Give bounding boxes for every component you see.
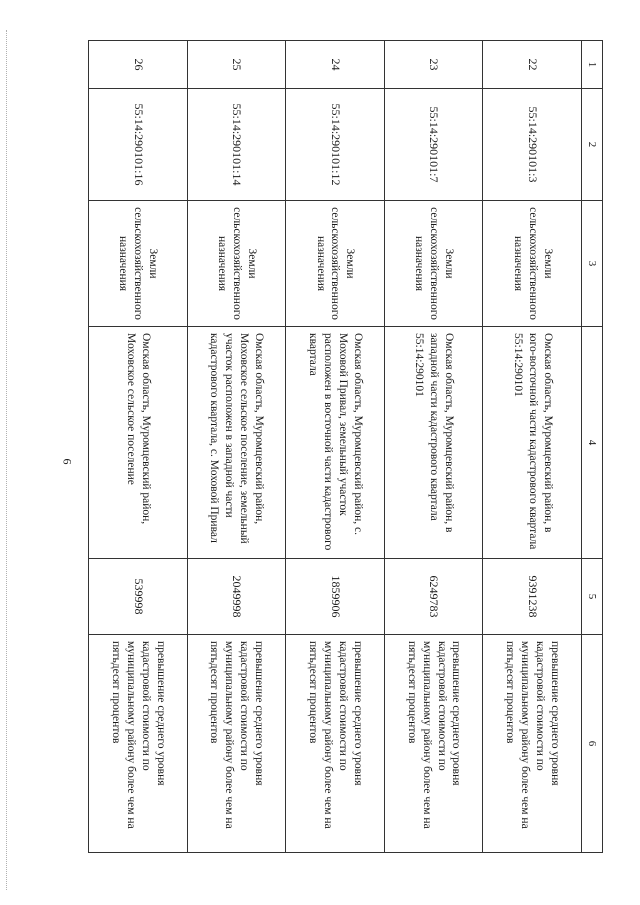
cadastral-table	[88, 40, 603, 853]
land-category: Земли сельскохозяйственного назначения	[187, 201, 286, 327]
reason: превышение среднего уровня кадастровой стоимости по муниципальному району более чем на пятьдесят процентов	[89, 635, 188, 853]
cadastral-number: 55:14:290101:7	[384, 89, 483, 201]
header-col-4: 4	[582, 327, 603, 559]
header-row	[582, 41, 603, 853]
location: Омская область, Муромцевский район, с. Моховой Привал, земельный участок расположен в восточной части кадастрового квартала	[286, 327, 385, 559]
header-col-5: 5	[582, 559, 603, 635]
cadastral-number: 55:14:290101:3	[483, 89, 582, 201]
land-category: Земли сельскохозяйственного назначения	[286, 201, 385, 327]
header-col-3: 3	[582, 201, 603, 327]
cadastral-number: 55:14:290101:12	[286, 89, 385, 201]
cadastral-number: 55:14:290101:16	[89, 89, 188, 201]
cadastral-value: 1859906	[286, 559, 385, 635]
header-col-2: 2	[582, 89, 603, 201]
land-category: Земли сельскохозяйственного назначения	[384, 201, 483, 327]
rotated-page	[88, 40, 603, 852]
land-category: Земли сельскохозяйственного назначения	[89, 201, 188, 327]
table-row	[286, 41, 385, 853]
reason: превышение среднего уровня кадастровой стоимости по муниципальному району более чем на пятьдесят процентов	[286, 635, 385, 853]
table-row	[187, 41, 286, 853]
table-row	[89, 41, 188, 853]
row-number: 25	[187, 41, 286, 89]
header-col-1: 1	[582, 41, 603, 89]
cadastral-value: 2049998	[187, 559, 286, 635]
row-number: 22	[483, 41, 582, 89]
header-col-6: 6	[582, 635, 603, 853]
cadastral-number: 55:14:290101:14	[187, 89, 286, 201]
location: Омская область, Муромцевский район, Моховское сельское поселение, земельный участок расположен в западной части кадастрового квартала, с. Моховой Привал	[187, 327, 286, 559]
row-number: 24	[286, 41, 385, 89]
location: Омская область, Муромцевский район, в западной части кадастрового квартала 55:14:290101	[384, 327, 483, 559]
reason: превышение среднего уровня кадастровой стоимости по муниципальному району более чем на пятьдесят процентов	[384, 635, 483, 853]
reason: превышение среднего уровня кадастровой стоимости по муниципальному району более чем на пятьдесят процентов	[187, 635, 286, 853]
location: Омская область, Муромцевский район, в юго-восточной части кадастрового квартала 55:14:290101	[483, 327, 582, 559]
reason: превышение среднего уровня кадастровой стоимости по муниципальному району более чем на пятьдесят процентов	[483, 635, 582, 853]
page-number: 6	[60, 458, 75, 465]
cadastral-value: 9391238	[483, 559, 582, 635]
table-row	[384, 41, 483, 853]
binding-dotted-line	[6, 30, 9, 890]
cadastral-value: 6249783	[384, 559, 483, 635]
location: Омская область, Муромцевский район, Моховское сельское поселение	[89, 327, 188, 559]
row-number: 23	[384, 41, 483, 89]
cadastral-value: 539998	[89, 559, 188, 635]
landscape-table-wrapper	[88, 40, 603, 852]
land-category: Земли сельскохозяйственного назначения	[483, 201, 582, 327]
table-row	[483, 41, 582, 853]
row-number: 26	[89, 41, 188, 89]
